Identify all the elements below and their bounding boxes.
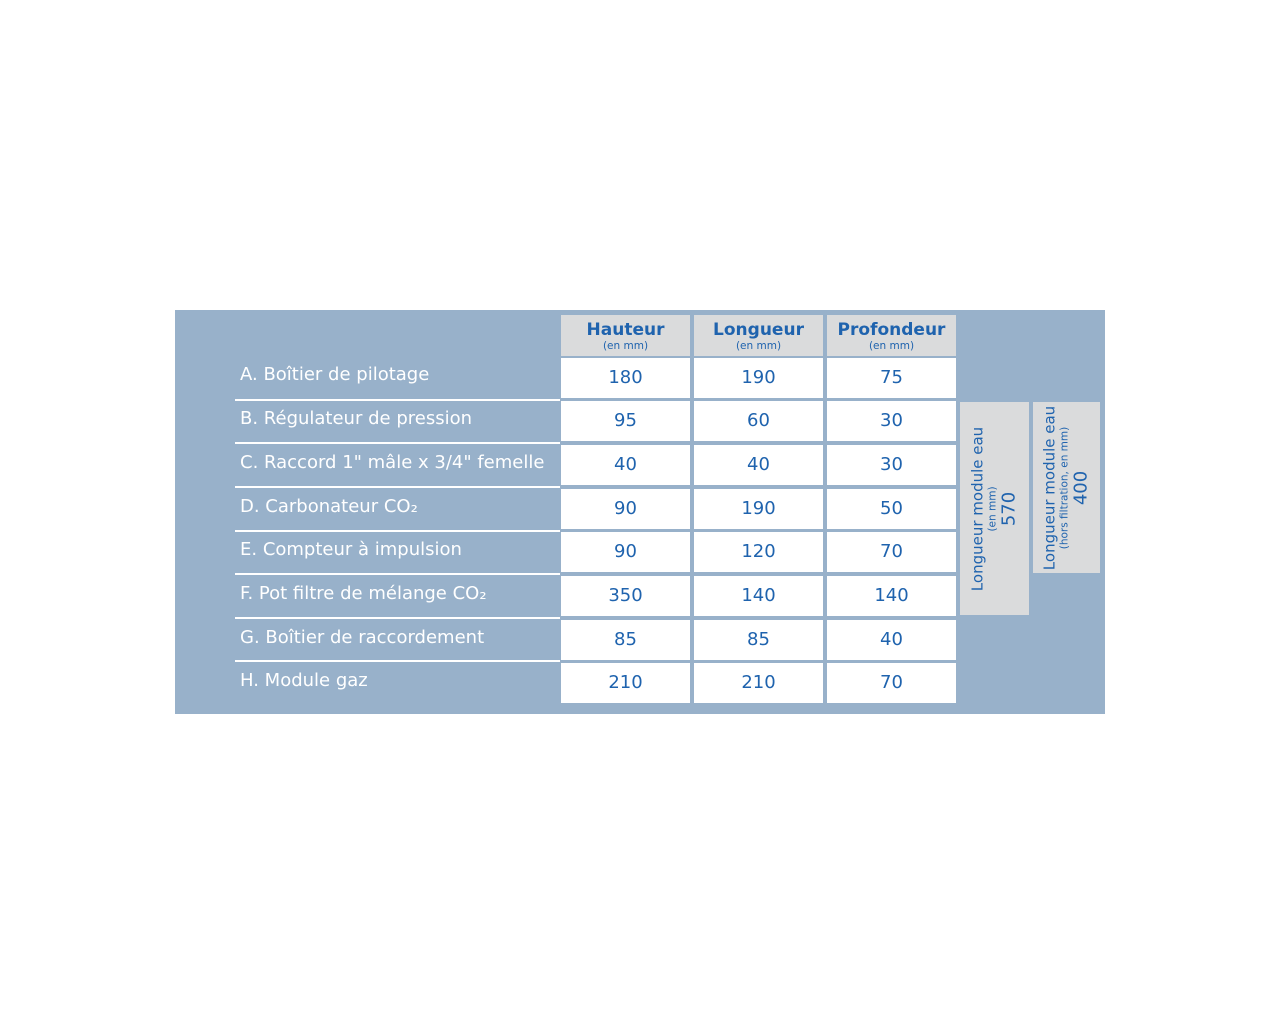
cell-a-longueur: 190 bbox=[694, 358, 823, 398]
dimensions-table bbox=[175, 310, 1105, 714]
side-box-text bbox=[1041, 405, 1092, 569]
cell-g-hauteur: 85 bbox=[561, 620, 690, 660]
header-title: Longueur bbox=[713, 320, 804, 340]
cell-h-profondeur: 70 bbox=[827, 663, 956, 703]
cell-d-longueur: 190 bbox=[694, 489, 823, 529]
cell-d-hauteur: 90 bbox=[561, 489, 690, 529]
header-unit: (en mm) bbox=[868, 340, 915, 352]
cell-g-profondeur: 40 bbox=[827, 620, 956, 660]
side-box-module-eau bbox=[960, 402, 1029, 615]
row-label-a: A. Boîtier de pilotage bbox=[240, 364, 430, 385]
header-profondeur bbox=[827, 315, 956, 356]
row-label-e: E. Compteur à impulsion bbox=[240, 539, 462, 560]
row-divider bbox=[235, 486, 560, 488]
header-longueur bbox=[694, 315, 823, 356]
cell-a-profondeur: 75 bbox=[827, 358, 956, 398]
side-box-module-eau-hors-filtration bbox=[1033, 402, 1100, 573]
row-divider bbox=[235, 660, 560, 662]
cell-f-profondeur: 140 bbox=[827, 576, 956, 616]
row-label-h: H. Module gaz bbox=[240, 670, 368, 691]
header-hauteur bbox=[561, 315, 690, 356]
header-title: Hauteur bbox=[586, 320, 665, 340]
side-box-value: 570 bbox=[998, 491, 1019, 526]
cell-c-longueur: 40 bbox=[694, 445, 823, 485]
row-label-c: C. Raccord 1" mâle x 3/4" femelle bbox=[240, 452, 545, 473]
cell-a-hauteur: 180 bbox=[561, 358, 690, 398]
row-divider bbox=[235, 617, 560, 619]
row-label-b: B. Régulateur de pression bbox=[240, 408, 472, 429]
cell-d-profondeur: 50 bbox=[827, 489, 956, 529]
cell-f-hauteur: 350 bbox=[561, 576, 690, 616]
header-unit: (en mm) bbox=[735, 340, 782, 352]
cell-f-longueur: 140 bbox=[694, 576, 823, 616]
cell-h-longueur: 210 bbox=[694, 663, 823, 703]
row-label-g: G. Boîtier de raccordement bbox=[240, 627, 485, 648]
side-box-title: Longueur module eau bbox=[968, 426, 986, 591]
side-box-value: 400 bbox=[1070, 470, 1091, 505]
cell-e-longueur: 120 bbox=[694, 532, 823, 572]
side-box-unit: (en mm) bbox=[986, 485, 998, 532]
cell-g-longueur: 85 bbox=[694, 620, 823, 660]
header-title: Profondeur bbox=[837, 320, 946, 340]
cell-e-hauteur: 90 bbox=[561, 532, 690, 572]
cell-c-profondeur: 30 bbox=[827, 445, 956, 485]
cell-c-hauteur: 40 bbox=[561, 445, 690, 485]
row-label-f: F. Pot filtre de mélange CO₂ bbox=[240, 583, 487, 604]
cell-h-hauteur: 210 bbox=[561, 663, 690, 703]
cell-b-hauteur: 95 bbox=[561, 401, 690, 441]
cell-b-profondeur: 30 bbox=[827, 401, 956, 441]
header-unit: (en mm) bbox=[602, 340, 649, 352]
row-divider bbox=[235, 573, 560, 575]
side-box-unit: (hors filtration, en mm) bbox=[1058, 426, 1070, 549]
cell-e-profondeur: 70 bbox=[827, 532, 956, 572]
side-box-title: Longueur module eau bbox=[1040, 405, 1058, 570]
row-label-d: D. Carbonateur CO₂ bbox=[240, 496, 418, 517]
row-divider bbox=[235, 442, 560, 444]
cell-b-longueur: 60 bbox=[694, 401, 823, 441]
side-box-text bbox=[969, 426, 1020, 590]
